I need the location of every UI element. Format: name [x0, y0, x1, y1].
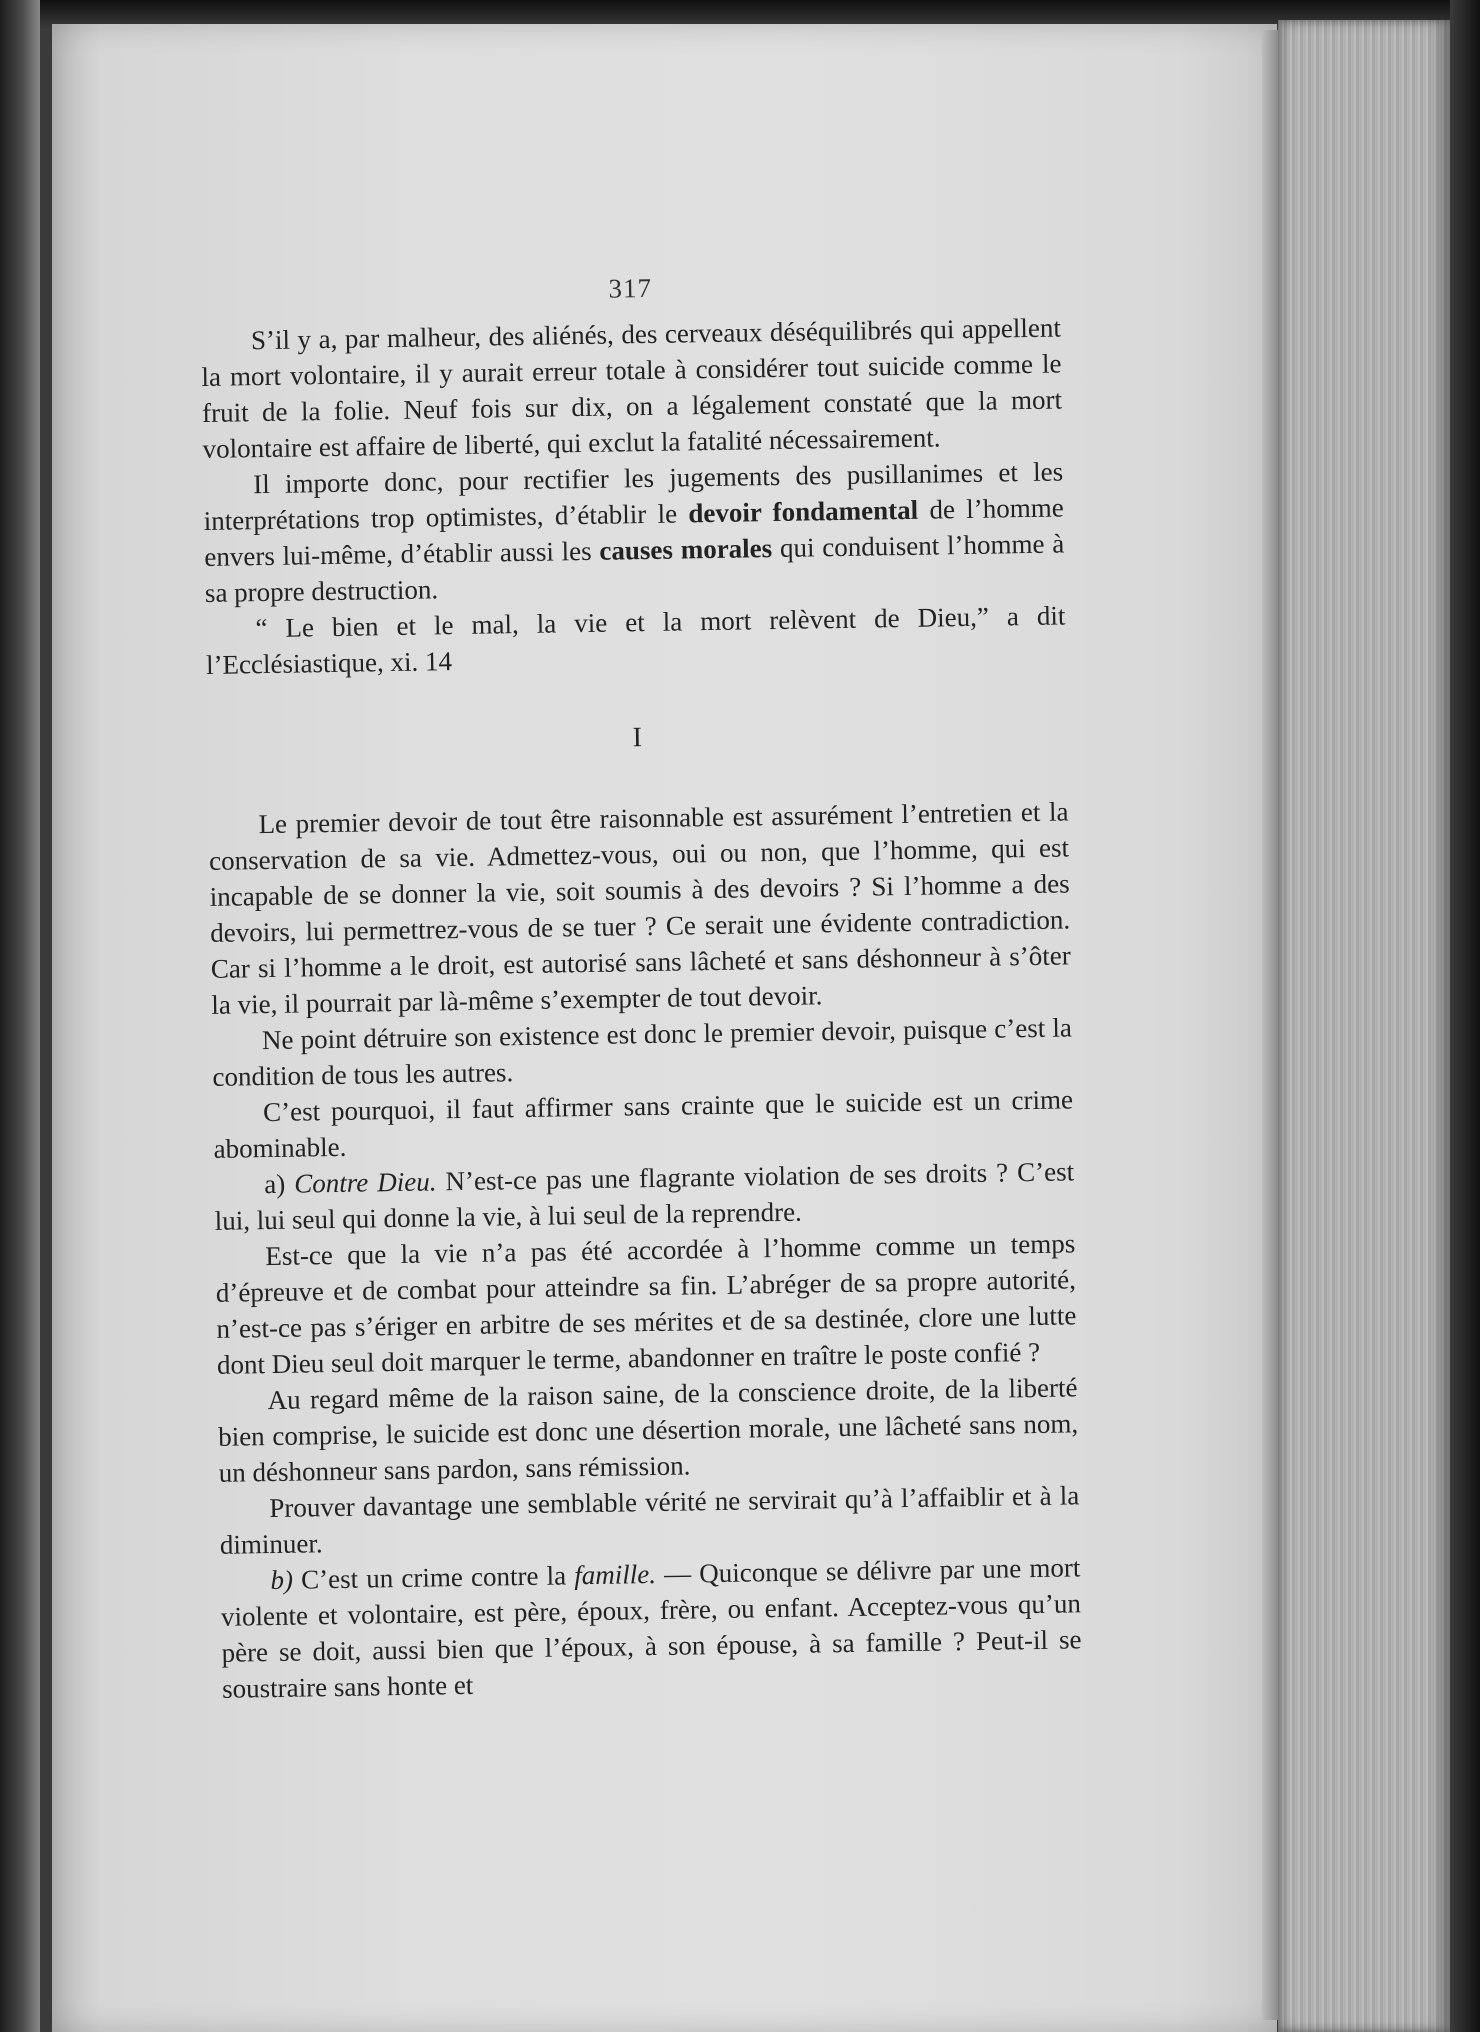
quotation-paragraph: “ Le bien et le mal, la vie et la mort relèvent de Dieu,” a dit l’Ecclésiastique, xi. 14 — [205, 600, 1066, 680]
paragraph-6: C’est pourquoi, il faut affirmer sans crainte que le suicide est un crime abominable. — [213, 1084, 1074, 1164]
italic-term-famille: famille. — [573, 1558, 657, 1591]
paragraph-a-contre-dieu — [214, 1153, 1075, 1238]
paragraph-2-text-a: Il importe donc, pour rectifier les jugements des pusillanimes et les interprétations trop optimistes, d’établir le — [203, 456, 1064, 536]
item-label-b: b) — [270, 1564, 302, 1596]
paragraph-2-text-c: qui conduisent l’homme à sa propre destruction. — [204, 528, 1065, 608]
paragraph-b-text-b: — Quiconque se délivre par une mort violente et volontaire, est père, époux, frère, ou enfant. Acceptez-vous qu’un père se doit, aussi bien que l’époux, à son épouse, à sa famille ? Peut-il se soustraire sans honte et — [220, 1552, 1082, 1704]
paragraph-1: S’il y a, par malheur, des aliénés, des cerveaux déséquilibrés qui appellent la mort volontaire, il y aurait erreur totale à considérer tout suicide comme le fruit de la folie. Neuf fois sur dix, on a légalement constaté que la mort volontaire est affaire de liberté, qui exclut la fatalité nécessairement. — [201, 312, 1063, 464]
section-heading: I — [632, 722, 643, 754]
paragraph-2-text-b: de l’homme envers lui-même, d’établir aussi les — [204, 492, 1064, 572]
page-number: 317 — [608, 272, 653, 304]
paragraph-b-text-a: C’est un crime contre la — [300, 1560, 575, 1595]
page-gutter-shadow — [1262, 30, 1278, 2020]
bold-term-causes-morales: causes morales — [599, 533, 773, 566]
paragraph-2 — [203, 453, 1065, 610]
paragraph-10: Prouver davantage une semblable vérité ne servirait qu’à l’affaiblir et à la diminuer. — [219, 1480, 1080, 1560]
scan-border-right — [1450, 0, 1480, 2032]
page-text-block — [200, 266, 1082, 1706]
paragraph-4: Le premier devoir de tout être raisonnable est assurément l’entretien et la conservation de sa vie. Admettez-vous, oui ou non, que l’homme, qui est incapable de se donner la vie, soit soumis à des devoirs ? Si l’homme a des devoirs, lui permettrez-vous de se tuer ? Ce serait une évidente contradiction. Car si l’homme a le droit, est autorisé sans lâcheté et sans déshonneur à s’ôter la vie, il pourrait par là-même s’exempter de tout devoir. — [208, 796, 1071, 1020]
paragraph-5: Ne point détruire son existence est donc le premier devoir, puisque c’est la condition de tous les autres. — [212, 1012, 1073, 1092]
paragraph-b-famille — [220, 1549, 1082, 1706]
item-label-a: a) — [263, 1168, 295, 1200]
bold-term-devoir-fondamental: devoir fondamental — [688, 494, 919, 529]
italic-heading-contre-dieu: Contre Dieu. — [293, 1166, 437, 1199]
scan-border-left — [0, 0, 40, 2032]
paragraph-8: Est-ce que la vie n’a pas été accordée à l’homme comme un temps d’épreuve et de combat pour atteindre sa fin. L’abréger de sa propre autorité, n’est-ce pas s’ériger en arbitre de ses mérites et de sa destinée, clore une lutte dont Dieu seul doit marquer le terme, abandonner en traître le poste confié ? — [215, 1228, 1077, 1380]
book-page-edges — [1278, 20, 1450, 2032]
paragraph-a-text: N’est-ce pas une flagrante violation de ses droits ? C’est lui, lui seul qui donne la vie, à lui seul de la reprendre. — [214, 1156, 1075, 1236]
paragraph-9: Au regard même de la raison saine, de la conscience droite, de la liberté bien comprise, le suicide est donc une désertion morale, une lâcheté sans nom, un déshonneur sans pardon, sans rémission. — [217, 1372, 1079, 1488]
